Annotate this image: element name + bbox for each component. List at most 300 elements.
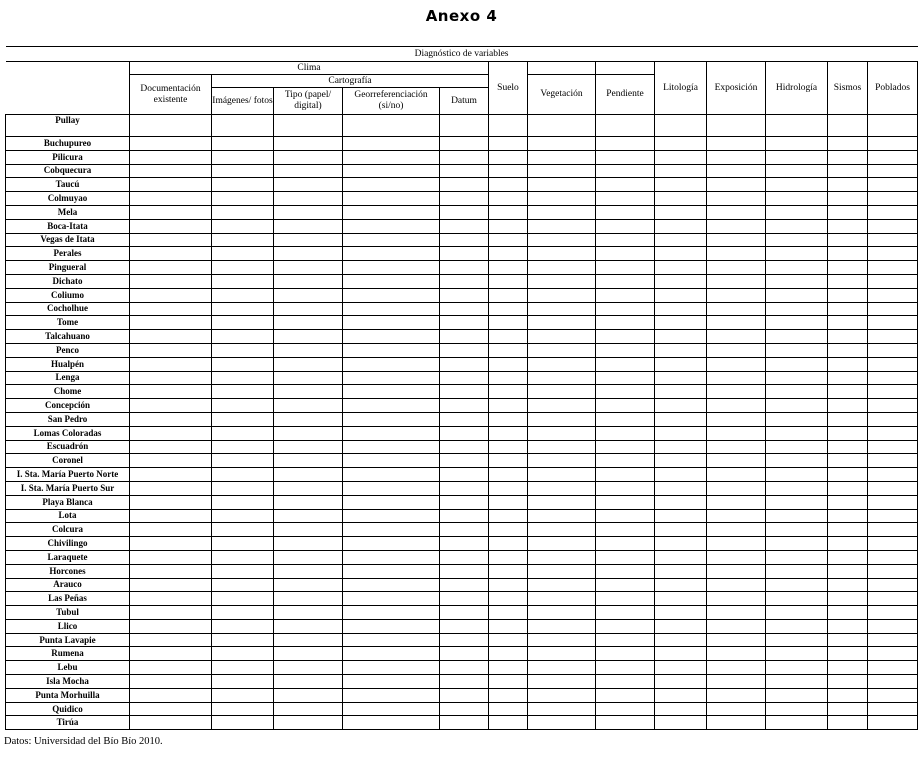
header-exposicion: Exposición bbox=[707, 62, 766, 115]
empty-cell bbox=[828, 647, 868, 661]
empty-cell bbox=[212, 647, 274, 661]
empty-cell bbox=[707, 371, 766, 385]
empty-cell bbox=[766, 426, 828, 440]
empty-cell bbox=[212, 316, 274, 330]
empty-cell bbox=[868, 578, 918, 592]
table-row bbox=[6, 385, 918, 399]
empty-cell bbox=[707, 633, 766, 647]
empty-cell bbox=[212, 178, 274, 192]
empty-cell bbox=[274, 115, 343, 137]
empty-cell bbox=[212, 150, 274, 164]
empty-cell bbox=[707, 357, 766, 371]
empty-cell bbox=[274, 675, 343, 689]
place-name-cell: Vegas de Itata bbox=[6, 233, 130, 247]
empty-cell bbox=[274, 688, 343, 702]
place-name-cell: I. Sta. María Puerto Sur bbox=[6, 481, 130, 495]
diagnostic-table-container bbox=[5, 46, 918, 730]
table-row bbox=[6, 412, 918, 426]
empty-cell bbox=[343, 316, 440, 330]
empty-cell bbox=[655, 440, 707, 454]
empty-cell bbox=[274, 399, 343, 413]
empty-cell bbox=[707, 537, 766, 551]
empty-cell bbox=[766, 495, 828, 509]
empty-cell bbox=[596, 164, 655, 178]
empty-cell bbox=[440, 495, 489, 509]
empty-cell bbox=[828, 509, 868, 523]
place-name-cell: Hualpén bbox=[6, 357, 130, 371]
empty-cell bbox=[596, 675, 655, 689]
header-documentacion: Documentación existente bbox=[130, 75, 212, 115]
empty-cell bbox=[130, 647, 212, 661]
empty-cell bbox=[828, 330, 868, 344]
header-georreferenciacion: Georreferenciación (si/no) bbox=[343, 88, 440, 115]
empty-cell bbox=[868, 633, 918, 647]
empty-cell bbox=[440, 592, 489, 606]
empty-cell bbox=[440, 233, 489, 247]
empty-cell bbox=[707, 661, 766, 675]
empty-cell bbox=[707, 578, 766, 592]
empty-cell bbox=[528, 412, 596, 426]
empty-cell bbox=[528, 481, 596, 495]
empty-cell bbox=[528, 702, 596, 716]
empty-cell bbox=[343, 468, 440, 482]
empty-cell bbox=[528, 150, 596, 164]
empty-cell bbox=[707, 495, 766, 509]
empty-cell bbox=[707, 205, 766, 219]
empty-cell bbox=[489, 343, 528, 357]
empty-cell bbox=[489, 274, 528, 288]
empty-cell bbox=[655, 633, 707, 647]
header-blank bbox=[6, 62, 130, 115]
place-name-cell: Las Peñas bbox=[6, 592, 130, 606]
empty-cell bbox=[440, 178, 489, 192]
empty-cell bbox=[343, 619, 440, 633]
empty-cell bbox=[655, 343, 707, 357]
empty-cell bbox=[528, 440, 596, 454]
empty-cell bbox=[528, 523, 596, 537]
empty-cell bbox=[596, 178, 655, 192]
table-row bbox=[6, 440, 918, 454]
empty-cell bbox=[655, 454, 707, 468]
empty-cell bbox=[274, 440, 343, 454]
table-row bbox=[6, 716, 918, 730]
place-name-cell: Punta Lavapie bbox=[6, 633, 130, 647]
empty-cell bbox=[212, 357, 274, 371]
empty-cell bbox=[596, 550, 655, 564]
empty-cell bbox=[596, 661, 655, 675]
empty-cell bbox=[707, 688, 766, 702]
table-row bbox=[6, 426, 918, 440]
empty-cell bbox=[655, 205, 707, 219]
header-imagenes: Imágenes/ fotos bbox=[212, 88, 274, 115]
empty-cell bbox=[828, 371, 868, 385]
empty-cell bbox=[489, 661, 528, 675]
place-name-cell: Lebu bbox=[6, 661, 130, 675]
empty-cell bbox=[655, 578, 707, 592]
empty-cell bbox=[343, 164, 440, 178]
empty-cell bbox=[343, 412, 440, 426]
empty-cell bbox=[489, 509, 528, 523]
empty-cell bbox=[828, 205, 868, 219]
empty-cell bbox=[596, 592, 655, 606]
empty-cell bbox=[655, 150, 707, 164]
empty-cell bbox=[489, 150, 528, 164]
empty-cell bbox=[828, 288, 868, 302]
empty-cell bbox=[828, 468, 868, 482]
empty-cell bbox=[655, 509, 707, 523]
empty-cell bbox=[707, 178, 766, 192]
empty-cell bbox=[766, 592, 828, 606]
empty-cell bbox=[343, 150, 440, 164]
empty-cell bbox=[655, 647, 707, 661]
place-name-cell: Coliumo bbox=[6, 288, 130, 302]
empty-cell bbox=[343, 261, 440, 275]
empty-cell bbox=[766, 115, 828, 137]
empty-cell bbox=[868, 550, 918, 564]
empty-cell bbox=[596, 454, 655, 468]
empty-cell bbox=[707, 454, 766, 468]
empty-cell bbox=[828, 495, 868, 509]
empty-cell bbox=[596, 385, 655, 399]
empty-cell bbox=[596, 688, 655, 702]
table-row bbox=[6, 115, 918, 137]
empty-cell bbox=[212, 633, 274, 647]
empty-cell bbox=[528, 716, 596, 730]
empty-cell bbox=[274, 495, 343, 509]
empty-cell bbox=[343, 633, 440, 647]
empty-cell bbox=[707, 399, 766, 413]
empty-cell bbox=[766, 412, 828, 426]
empty-cell bbox=[440, 440, 489, 454]
empty-cell bbox=[528, 606, 596, 620]
empty-cell bbox=[274, 371, 343, 385]
empty-cell bbox=[440, 702, 489, 716]
empty-cell bbox=[130, 115, 212, 137]
empty-cell bbox=[766, 688, 828, 702]
empty-cell bbox=[343, 495, 440, 509]
empty-cell bbox=[130, 481, 212, 495]
empty-cell bbox=[130, 440, 212, 454]
empty-cell bbox=[828, 150, 868, 164]
empty-cell bbox=[707, 150, 766, 164]
empty-cell bbox=[274, 647, 343, 661]
empty-cell bbox=[130, 426, 212, 440]
empty-cell bbox=[868, 247, 918, 261]
header-tipo: Tipo (papel/ digital) bbox=[274, 88, 343, 115]
empty-cell bbox=[130, 178, 212, 192]
empty-cell bbox=[655, 302, 707, 316]
empty-cell bbox=[528, 454, 596, 468]
table-row bbox=[6, 330, 918, 344]
empty-cell bbox=[766, 675, 828, 689]
empty-cell bbox=[130, 688, 212, 702]
empty-cell bbox=[130, 661, 212, 675]
empty-cell bbox=[440, 454, 489, 468]
empty-cell bbox=[655, 164, 707, 178]
empty-cell bbox=[489, 302, 528, 316]
empty-cell bbox=[707, 675, 766, 689]
empty-cell bbox=[274, 385, 343, 399]
empty-cell bbox=[528, 633, 596, 647]
empty-cell bbox=[274, 233, 343, 247]
empty-cell bbox=[655, 371, 707, 385]
empty-cell bbox=[528, 219, 596, 233]
place-name-cell: Rumena bbox=[6, 647, 130, 661]
empty-cell bbox=[596, 150, 655, 164]
empty-cell bbox=[489, 192, 528, 206]
empty-cell bbox=[828, 192, 868, 206]
empty-cell bbox=[130, 274, 212, 288]
table-row bbox=[6, 468, 918, 482]
empty-cell bbox=[343, 578, 440, 592]
empty-cell bbox=[343, 247, 440, 261]
empty-cell bbox=[596, 440, 655, 454]
empty-cell bbox=[868, 495, 918, 509]
empty-cell bbox=[489, 357, 528, 371]
table-row bbox=[6, 302, 918, 316]
empty-cell bbox=[274, 178, 343, 192]
empty-cell bbox=[130, 619, 212, 633]
empty-cell bbox=[596, 205, 655, 219]
empty-cell bbox=[274, 412, 343, 426]
empty-cell bbox=[707, 647, 766, 661]
empty-cell bbox=[766, 454, 828, 468]
empty-cell bbox=[655, 233, 707, 247]
place-name-cell: Coronel bbox=[6, 454, 130, 468]
place-name-cell: Colcura bbox=[6, 523, 130, 537]
empty-cell bbox=[343, 550, 440, 564]
empty-cell bbox=[440, 550, 489, 564]
empty-cell bbox=[212, 550, 274, 564]
empty-cell bbox=[343, 357, 440, 371]
empty-cell bbox=[528, 399, 596, 413]
empty-cell bbox=[868, 702, 918, 716]
empty-cell bbox=[212, 205, 274, 219]
empty-cell bbox=[528, 661, 596, 675]
empty-cell bbox=[828, 564, 868, 578]
empty-cell bbox=[528, 371, 596, 385]
empty-cell bbox=[528, 164, 596, 178]
empty-cell bbox=[766, 633, 828, 647]
empty-cell bbox=[655, 592, 707, 606]
empty-cell bbox=[274, 523, 343, 537]
empty-cell bbox=[528, 426, 596, 440]
empty-cell bbox=[212, 412, 274, 426]
empty-cell bbox=[489, 115, 528, 137]
empty-cell bbox=[274, 550, 343, 564]
empty-cell bbox=[766, 537, 828, 551]
empty-cell bbox=[868, 523, 918, 537]
empty-cell bbox=[130, 468, 212, 482]
empty-cell bbox=[655, 426, 707, 440]
empty-cell bbox=[655, 192, 707, 206]
empty-cell bbox=[274, 150, 343, 164]
empty-cell bbox=[655, 564, 707, 578]
empty-cell bbox=[868, 192, 918, 206]
empty-cell bbox=[343, 440, 440, 454]
header-vegetacion-top bbox=[528, 62, 596, 75]
empty-cell bbox=[440, 661, 489, 675]
header-cartografia: Cartografía bbox=[212, 75, 489, 88]
empty-cell bbox=[528, 178, 596, 192]
empty-cell bbox=[655, 537, 707, 551]
empty-cell bbox=[489, 440, 528, 454]
empty-cell bbox=[274, 164, 343, 178]
empty-cell bbox=[440, 564, 489, 578]
empty-cell bbox=[766, 564, 828, 578]
empty-cell bbox=[868, 454, 918, 468]
empty-cell bbox=[596, 716, 655, 730]
empty-cell bbox=[828, 219, 868, 233]
place-name-cell: Punta Morhuilla bbox=[6, 688, 130, 702]
empty-cell bbox=[596, 316, 655, 330]
table-row bbox=[6, 675, 918, 689]
empty-cell bbox=[440, 316, 489, 330]
empty-cell bbox=[707, 288, 766, 302]
empty-cell bbox=[212, 702, 274, 716]
empty-cell bbox=[528, 115, 596, 137]
empty-cell bbox=[528, 247, 596, 261]
empty-cell bbox=[130, 288, 212, 302]
empty-cell bbox=[528, 647, 596, 661]
empty-cell bbox=[707, 274, 766, 288]
empty-cell bbox=[868, 371, 918, 385]
empty-cell bbox=[528, 550, 596, 564]
empty-cell bbox=[130, 550, 212, 564]
empty-cell bbox=[707, 137, 766, 151]
empty-cell bbox=[274, 454, 343, 468]
empty-cell bbox=[489, 702, 528, 716]
empty-cell bbox=[868, 647, 918, 661]
empty-cell bbox=[212, 495, 274, 509]
place-name-cell: Perales bbox=[6, 247, 130, 261]
empty-cell bbox=[440, 399, 489, 413]
empty-cell bbox=[766, 606, 828, 620]
empty-cell bbox=[766, 440, 828, 454]
empty-cell bbox=[130, 633, 212, 647]
empty-cell bbox=[274, 426, 343, 440]
empty-cell bbox=[528, 343, 596, 357]
table-row bbox=[6, 578, 918, 592]
empty-cell bbox=[766, 716, 828, 730]
empty-cell bbox=[528, 233, 596, 247]
empty-cell bbox=[489, 330, 528, 344]
empty-cell bbox=[707, 550, 766, 564]
empty-cell bbox=[868, 274, 918, 288]
empty-cell bbox=[707, 192, 766, 206]
empty-cell bbox=[655, 675, 707, 689]
table-row bbox=[6, 274, 918, 288]
empty-cell bbox=[489, 426, 528, 440]
place-name-cell: Quidico bbox=[6, 702, 130, 716]
empty-cell bbox=[766, 261, 828, 275]
header-litologia: Litología bbox=[655, 62, 707, 115]
empty-cell bbox=[596, 247, 655, 261]
empty-cell bbox=[440, 509, 489, 523]
empty-cell bbox=[489, 550, 528, 564]
empty-cell bbox=[596, 137, 655, 151]
place-name-cell: Escuadrón bbox=[6, 440, 130, 454]
empty-cell bbox=[212, 440, 274, 454]
empty-cell bbox=[274, 564, 343, 578]
empty-cell bbox=[868, 137, 918, 151]
place-name-cell: Cocholhue bbox=[6, 302, 130, 316]
empty-cell bbox=[868, 261, 918, 275]
empty-cell bbox=[274, 274, 343, 288]
empty-cell bbox=[130, 592, 212, 606]
empty-cell bbox=[766, 481, 828, 495]
header-suelo: Suelo bbox=[489, 62, 528, 115]
empty-cell bbox=[343, 233, 440, 247]
empty-cell bbox=[130, 150, 212, 164]
empty-cell bbox=[596, 219, 655, 233]
empty-cell bbox=[828, 316, 868, 330]
empty-cell bbox=[212, 399, 274, 413]
empty-cell bbox=[440, 385, 489, 399]
empty-cell bbox=[440, 426, 489, 440]
empty-cell bbox=[766, 550, 828, 564]
empty-cell bbox=[130, 343, 212, 357]
place-name-cell: Buchupureo bbox=[6, 137, 130, 151]
empty-cell bbox=[489, 371, 528, 385]
empty-cell bbox=[828, 357, 868, 371]
table-row bbox=[6, 357, 918, 371]
empty-cell bbox=[707, 468, 766, 482]
empty-cell bbox=[343, 509, 440, 523]
table-row bbox=[6, 205, 918, 219]
empty-cell bbox=[655, 316, 707, 330]
empty-cell bbox=[655, 702, 707, 716]
place-name-cell: Horcones bbox=[6, 564, 130, 578]
empty-cell bbox=[528, 316, 596, 330]
empty-cell bbox=[655, 219, 707, 233]
empty-cell bbox=[528, 261, 596, 275]
empty-cell bbox=[766, 178, 828, 192]
place-name-cell: Llico bbox=[6, 619, 130, 633]
empty-cell bbox=[489, 385, 528, 399]
empty-cell bbox=[655, 115, 707, 137]
table-row bbox=[6, 537, 918, 551]
empty-cell bbox=[655, 385, 707, 399]
empty-cell bbox=[707, 247, 766, 261]
empty-cell bbox=[440, 164, 489, 178]
empty-cell bbox=[828, 302, 868, 316]
place-name-cell: Talcahuano bbox=[6, 330, 130, 344]
empty-cell bbox=[212, 371, 274, 385]
table-row bbox=[6, 343, 918, 357]
empty-cell bbox=[868, 412, 918, 426]
empty-cell bbox=[440, 288, 489, 302]
empty-cell bbox=[655, 661, 707, 675]
empty-cell bbox=[130, 316, 212, 330]
empty-cell bbox=[489, 619, 528, 633]
empty-cell bbox=[868, 537, 918, 551]
empty-cell bbox=[489, 592, 528, 606]
empty-cell bbox=[596, 426, 655, 440]
empty-cell bbox=[828, 481, 868, 495]
empty-cell bbox=[343, 343, 440, 357]
empty-cell bbox=[343, 205, 440, 219]
empty-cell bbox=[596, 578, 655, 592]
empty-cell bbox=[343, 399, 440, 413]
empty-cell bbox=[655, 288, 707, 302]
empty-cell bbox=[274, 509, 343, 523]
empty-cell bbox=[528, 619, 596, 633]
empty-cell bbox=[274, 316, 343, 330]
empty-cell bbox=[343, 454, 440, 468]
place-name-cell: Mela bbox=[6, 205, 130, 219]
empty-cell bbox=[489, 412, 528, 426]
